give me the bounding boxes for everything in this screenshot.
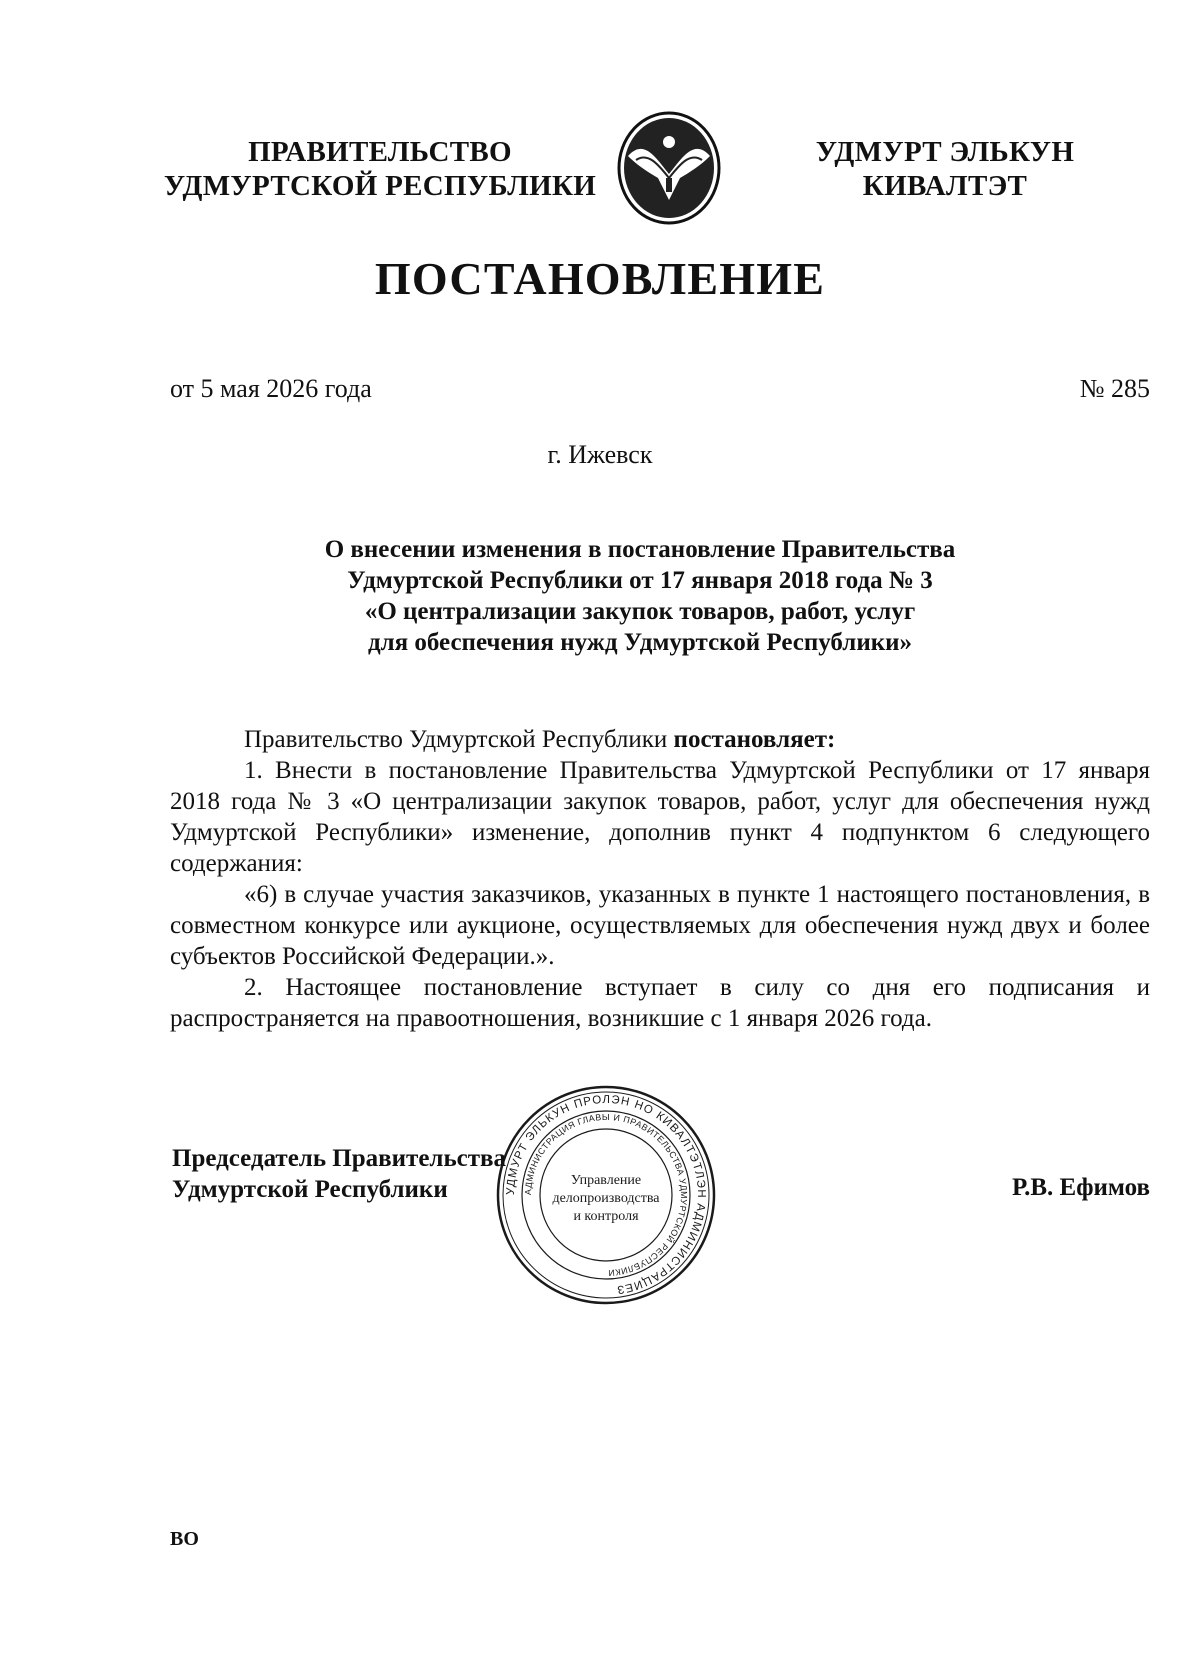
document-type: ПОСТАНОВЛЕНИЕ xyxy=(374,253,826,304)
footer-code: ВО xyxy=(170,1528,199,1550)
stamp-outer-text: УДМУРТ ЭЛЬКУН ПРОЛЭН НО КИВАЛТЭТЛЭН АДМИНИСТРАЦИЕЗ xyxy=(504,1093,708,1296)
title-line: О внесении изменения в постановление Правительства xyxy=(324,536,956,563)
stamp-center-line3: и контроля xyxy=(573,1209,639,1224)
header-left-line2: УДМУРТСКОЙ РЕСПУБЛИКИ xyxy=(163,170,597,202)
header-right-line2: КИВАЛТЭТ xyxy=(862,170,1028,202)
title-line: Удмуртской Республики от 17 января 2018 года № 3 xyxy=(347,567,933,594)
title-line: для обеспечения нужд Удмуртской Республики» xyxy=(367,629,913,656)
item-1-paragraph: 1. Внести в постановление Правительства Удмуртской Республики от 17 января 2018 года № 3 «О централизации закупок товаров, работ, услуг для обеспечения нужд Удмуртской Республики» изменение, дополнив пункт 4 подпунктом 6 следующего содержания: xyxy=(170,757,1150,877)
title-line: «О централизации закупок товаров, работ, услуг xyxy=(364,598,916,625)
preamble-paragraph xyxy=(170,724,1150,755)
item-2-paragraph: 2. Настоящее постановление вступает в силу со дня его подписания и распространяется на правоотношения, возникшие с 1 января 2026 года. xyxy=(170,974,1150,1032)
document-title xyxy=(260,534,1020,658)
preamble-verb: постановляет: xyxy=(673,726,836,753)
signatory-position xyxy=(172,1143,506,1205)
document-date: от 5 мая 2026 года xyxy=(170,374,372,403)
item-1-quote-paragraph: «6) в случае участия заказчиков, указанных в пункте 1 настоящего постановления, в совместном конкурсе или аукционе, осуществляемых для обеспечения нужд двух и более субъектов Российской Федерации.». xyxy=(170,881,1150,970)
preamble-text: Правительство Удмуртской Республики xyxy=(244,726,668,753)
signatory-name: Р.В. Ефимов xyxy=(1011,1174,1150,1201)
coat-of-arms-icon xyxy=(614,108,724,228)
header-right-line1: УДМУРТ ЭЛЬКУН xyxy=(815,136,1075,168)
header-left-line1: ПРАВИТЕЛЬСТВО xyxy=(248,136,512,168)
signatory-position-line2: Удмуртской Республики xyxy=(172,1176,448,1203)
official-stamp xyxy=(493,1082,719,1308)
signatory-position-line1: Председатель Правительства xyxy=(172,1145,507,1172)
header-left xyxy=(150,135,610,203)
stamp-center-line2: делопроизводства xyxy=(552,1191,660,1206)
stamp-inner-text: АДМИНИСТРАЦИЯ ГЛАВЫ И ПРАВИТЕЛЬСТВА УДМУРТСКОЙ РЕСПУБЛИКИ xyxy=(522,1111,690,1279)
stamp-center-line1: Управление xyxy=(570,1173,642,1188)
document-body xyxy=(170,724,1150,1034)
header-right xyxy=(800,135,1090,203)
document-city: г. Ижевск xyxy=(547,440,653,469)
document-number: № 285 xyxy=(1079,374,1150,403)
